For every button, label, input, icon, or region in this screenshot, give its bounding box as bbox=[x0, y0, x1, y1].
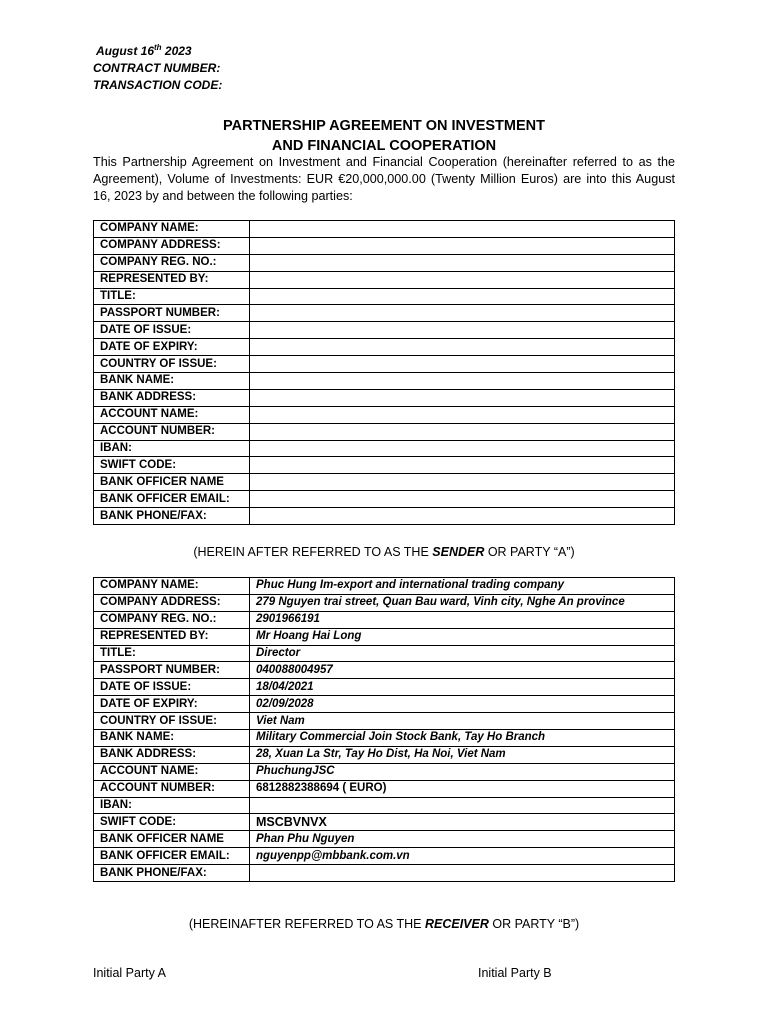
field-value: PhuchungJSC bbox=[250, 763, 675, 780]
document-header bbox=[93, 43, 222, 94]
field-label: BANK NAME: bbox=[94, 373, 250, 390]
table-row bbox=[94, 356, 675, 373]
field-value bbox=[250, 339, 675, 356]
field-label: COMPANY ADDRESS: bbox=[94, 594, 250, 611]
initial-party-b: Initial Party B bbox=[478, 966, 552, 980]
field-value: Mr Hoang Hai Long bbox=[250, 628, 675, 645]
field-label: BANK NAME: bbox=[94, 730, 250, 747]
table-row bbox=[94, 491, 675, 508]
party-a-table bbox=[93, 220, 675, 525]
field-label: ACCOUNT NUMBER: bbox=[94, 423, 250, 440]
field-value bbox=[250, 423, 675, 440]
field-label: IBAN: bbox=[94, 797, 250, 814]
table-row bbox=[94, 423, 675, 440]
sender-role: SENDER bbox=[432, 545, 485, 559]
field-label: PASSPORT NUMBER: bbox=[94, 305, 250, 322]
field-label: BANK OFFICER NAME bbox=[94, 831, 250, 848]
field-label: ACCOUNT NAME: bbox=[94, 763, 250, 780]
field-label: DATE OF ISSUE: bbox=[94, 679, 250, 696]
party-a-designation: (HEREIN AFTER REFERRED TO AS THE SENDER OR PARTY “A”) bbox=[193, 545, 575, 559]
field-label: COUNTRY OF ISSUE: bbox=[94, 713, 250, 730]
field-label: IBAN: bbox=[94, 440, 250, 457]
field-value bbox=[250, 508, 675, 525]
table-row bbox=[94, 628, 675, 645]
table-row bbox=[94, 797, 675, 814]
field-value bbox=[250, 797, 675, 814]
field-value: Director bbox=[250, 645, 675, 662]
field-value: 279 Nguyen trai street, Quan Bau ward, Vinh city, Nghe An province bbox=[250, 594, 675, 611]
table-row bbox=[94, 696, 675, 713]
field-value bbox=[250, 474, 675, 491]
field-label: BANK OFFICER NAME bbox=[94, 474, 250, 491]
field-label: TITLE: bbox=[94, 645, 250, 662]
field-label: DATE OF EXPIRY: bbox=[94, 339, 250, 356]
table-row bbox=[94, 746, 675, 763]
field-label: PASSPORT NUMBER: bbox=[94, 662, 250, 679]
intro-paragraph: This Partnership Agreement on Investment and Financial Cooperation (hereinafter referred to as the Agreement), Volume of Investments: EUR €20,000,000.00 (Twenty Million Euros) are into this August 16, 2023 by and between the following parties: bbox=[93, 155, 675, 203]
field-value bbox=[250, 322, 675, 339]
field-label: COUNTRY OF ISSUE: bbox=[94, 356, 250, 373]
field-value: 18/04/2021 bbox=[250, 679, 675, 696]
table-row bbox=[94, 679, 675, 696]
field-value: Viet Nam bbox=[250, 713, 675, 730]
field-value bbox=[250, 491, 675, 508]
field-value: 040088004957 bbox=[250, 662, 675, 679]
field-label: BANK OFFICER EMAIL: bbox=[94, 491, 250, 508]
field-label: TITLE: bbox=[94, 288, 250, 305]
field-value bbox=[250, 271, 675, 288]
field-value: Military Commercial Join Stock Bank, Tay Ho Branch bbox=[250, 730, 675, 747]
table-row bbox=[94, 611, 675, 628]
table-row bbox=[94, 237, 675, 254]
table-row bbox=[94, 508, 675, 525]
field-value: 2901966191 bbox=[250, 611, 675, 628]
table-row bbox=[94, 271, 675, 288]
field-value: MSCBVNVX bbox=[250, 814, 675, 831]
field-value bbox=[250, 865, 675, 882]
field-value: 28, Xuan La Str, Tay Ho Dist, Ha Noi, Viet Nam bbox=[250, 746, 675, 763]
field-value bbox=[250, 288, 675, 305]
field-value bbox=[250, 457, 675, 474]
field-value bbox=[250, 389, 675, 406]
initial-party-a: Initial Party A bbox=[93, 966, 166, 980]
field-value bbox=[250, 254, 675, 271]
field-value bbox=[250, 356, 675, 373]
agreement-title bbox=[0, 116, 768, 156]
field-value bbox=[250, 440, 675, 457]
field-value bbox=[250, 305, 675, 322]
transaction-code-label: TRANSACTION CODE: bbox=[93, 78, 223, 92]
table-row bbox=[94, 814, 675, 831]
field-label: COMPANY NAME: bbox=[94, 578, 250, 595]
table-row bbox=[94, 662, 675, 679]
table-row bbox=[94, 389, 675, 406]
field-label: BANK ADDRESS: bbox=[94, 389, 250, 406]
field-label: DATE OF ISSUE: bbox=[94, 322, 250, 339]
field-label: BANK PHONE/FAX: bbox=[94, 865, 250, 882]
field-value: Phan Phu Nguyen bbox=[250, 831, 675, 848]
field-label: SWIFT CODE: bbox=[94, 814, 250, 831]
table-row bbox=[94, 594, 675, 611]
table-row bbox=[94, 322, 675, 339]
field-value: nguyenpp@mbbank.com.vn bbox=[250, 848, 675, 865]
field-value: Phuc Hung Im-export and international trading company bbox=[250, 578, 675, 595]
field-label: BANK PHONE/FAX: bbox=[94, 508, 250, 525]
table-row bbox=[94, 780, 675, 797]
field-value bbox=[250, 237, 675, 254]
table-row bbox=[94, 645, 675, 662]
field-label: COMPANY REG. NO.: bbox=[94, 254, 250, 271]
table-row bbox=[94, 831, 675, 848]
table-row bbox=[94, 254, 675, 271]
field-label: COMPANY REG. NO.: bbox=[94, 611, 250, 628]
receiver-role: RECEIVER bbox=[424, 917, 489, 931]
field-value: 02/09/2028 bbox=[250, 696, 675, 713]
field-label: REPRESENTED BY: bbox=[94, 271, 250, 288]
field-label: COMPANY ADDRESS: bbox=[94, 237, 250, 254]
field-label: SWIFT CODE: bbox=[94, 457, 250, 474]
contract-number-label: CONTRACT NUMBER: bbox=[93, 61, 221, 75]
title-line-1: PARTNERSHIP AGREEMENT ON INVESTMENT bbox=[223, 118, 545, 134]
field-value bbox=[250, 406, 675, 423]
table-row bbox=[94, 578, 675, 595]
table-row bbox=[94, 865, 675, 882]
title-line-2: AND FINANCIAL COOPERATION bbox=[271, 138, 497, 154]
table-row bbox=[94, 440, 675, 457]
field-label: BANK OFFICER EMAIL: bbox=[94, 848, 250, 865]
table-row bbox=[94, 474, 675, 491]
party-b-table bbox=[93, 577, 675, 882]
document-date: August 16th 2023 bbox=[96, 43, 192, 58]
table-row bbox=[94, 763, 675, 780]
field-value bbox=[250, 373, 675, 390]
field-value bbox=[250, 221, 675, 238]
field-value: 6812882388694 ( EURO) bbox=[250, 780, 675, 797]
table-row bbox=[94, 373, 675, 390]
table-row bbox=[94, 288, 675, 305]
table-row bbox=[94, 221, 675, 238]
party-b-designation: (HEREINAFTER REFERRED TO AS THE RECEIVER OR PARTY “B”) bbox=[188, 917, 580, 931]
field-label: DATE OF EXPIRY: bbox=[94, 696, 250, 713]
field-label: BANK ADDRESS: bbox=[94, 746, 250, 763]
field-label: ACCOUNT NUMBER: bbox=[94, 780, 250, 797]
table-row bbox=[94, 848, 675, 865]
field-label: REPRESENTED BY: bbox=[94, 628, 250, 645]
table-row bbox=[94, 713, 675, 730]
table-row bbox=[94, 457, 675, 474]
table-row bbox=[94, 406, 675, 423]
field-label: COMPANY NAME: bbox=[94, 221, 250, 238]
field-label: ACCOUNT NAME: bbox=[94, 406, 250, 423]
table-row bbox=[94, 339, 675, 356]
table-row bbox=[94, 305, 675, 322]
table-row bbox=[94, 730, 675, 747]
